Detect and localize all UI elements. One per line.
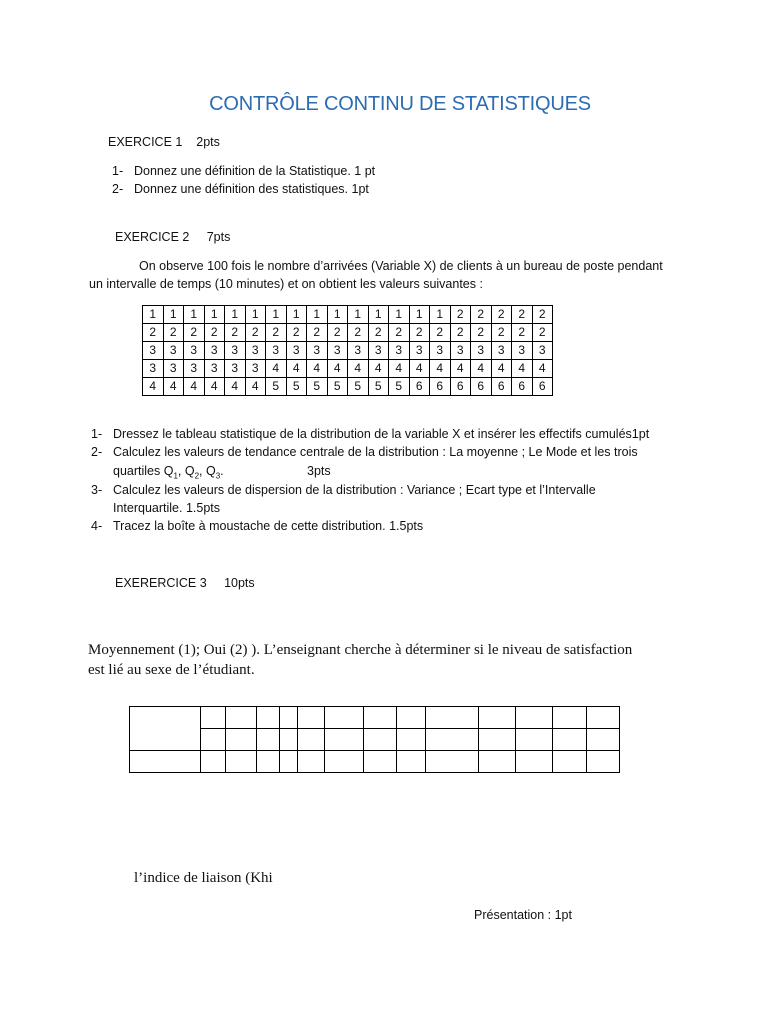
table-cell: 6 xyxy=(430,378,451,396)
exercise-2-question-2 xyxy=(91,444,638,460)
table-cell xyxy=(298,729,325,751)
table-cell xyxy=(479,729,516,751)
exercise-3-paragraph-line-2: est lié au sexe de l’étudiant. xyxy=(88,662,255,678)
table-cell: 4 xyxy=(307,360,328,378)
table-cell: 2 xyxy=(225,324,246,342)
list-number: 1- xyxy=(91,427,103,441)
table-cell: 2 xyxy=(348,324,369,342)
presentation-points: Présentation : 1pt xyxy=(474,908,572,922)
table-cell: 1 xyxy=(163,306,184,324)
table-cell: 3 xyxy=(225,342,246,360)
table-cell: 3 xyxy=(245,360,266,378)
table-cell: 2 xyxy=(450,306,471,324)
table-cell xyxy=(397,751,426,773)
exercise-1-title: EXERCICE 1 xyxy=(108,135,183,149)
table-cell xyxy=(426,751,479,773)
question-text: Tracez la boîte à moustache de cette distribution. 1.5pts xyxy=(113,519,424,533)
table-cell xyxy=(516,729,553,751)
exercise-2-title: EXERCICE 2 xyxy=(115,230,190,244)
table-cell: 5 xyxy=(389,378,410,396)
table-cell xyxy=(257,751,280,773)
table-cell: 2 xyxy=(430,324,451,342)
table-cell xyxy=(587,707,620,729)
table-cell: 5 xyxy=(348,378,369,396)
exercise-2-question-4 xyxy=(91,518,423,534)
table-cell: 3 xyxy=(368,342,389,360)
table-cell: 5 xyxy=(307,378,328,396)
table-cell: 3 xyxy=(204,342,225,360)
table-cell: 2 xyxy=(512,324,533,342)
table-cell: 3 xyxy=(163,360,184,378)
question-text: Dressez le tableau statistique de la distribution de la variable X et insérer les effectifs cumulés1pt xyxy=(113,427,650,441)
table-cell: 6 xyxy=(532,378,553,396)
question-text: quartiles Q xyxy=(113,464,174,478)
table-cell xyxy=(364,707,397,729)
table-cell: 6 xyxy=(450,378,471,396)
table-cell xyxy=(479,751,516,773)
table-cell: 1 xyxy=(184,306,205,324)
exercise-3-points: 10pts xyxy=(224,576,255,590)
table-cell: 3 xyxy=(450,342,471,360)
exercise-2-intro-line-1: On observe 100 fois le nombre d’arrivées (Variable X) de clients à un bureau de poste pendant xyxy=(139,259,663,273)
table-cell: 1 xyxy=(286,306,307,324)
table-cell xyxy=(201,707,226,729)
table-cell: 6 xyxy=(471,378,492,396)
table-cell xyxy=(426,707,479,729)
exercise-2-intro-line-2: un intervalle de temps (10 minutes) et on obtient les valeurs suivantes : xyxy=(89,277,483,291)
table-row xyxy=(143,324,553,342)
table-cell xyxy=(325,707,364,729)
table-cell: 3 xyxy=(389,342,410,360)
table-cell: 4 xyxy=(389,360,410,378)
list-number: 2- xyxy=(91,445,103,459)
observations-table xyxy=(142,305,553,396)
table-cell: 3 xyxy=(532,342,553,360)
table-cell: 2 xyxy=(286,324,307,342)
table-cell: 4 xyxy=(225,378,246,396)
table-cell: 2 xyxy=(204,324,225,342)
table-cell: 2 xyxy=(368,324,389,342)
table-cell: 2 xyxy=(450,324,471,342)
table-cell: 4 xyxy=(512,360,533,378)
table-cell: 4 xyxy=(184,378,205,396)
exercise-1-points: 2pts xyxy=(196,135,220,149)
table-cell: 4 xyxy=(327,360,348,378)
table-cell: 4 xyxy=(532,360,553,378)
exercise-3-title: EXERERCICE 3 xyxy=(115,576,207,590)
table-cell xyxy=(226,751,257,773)
question-text: Donnez une définition des statistiques. 1pt xyxy=(134,182,369,196)
table-cell: 3 xyxy=(348,342,369,360)
table-cell: 3 xyxy=(471,342,492,360)
table-cell: 5 xyxy=(327,378,348,396)
table-cell xyxy=(298,707,325,729)
table-cell xyxy=(226,707,257,729)
table-cell xyxy=(226,729,257,751)
table-cell xyxy=(130,751,201,773)
list-number: 4- xyxy=(91,519,103,533)
exercise-1-question-2 xyxy=(112,181,369,197)
exercise-3-heading xyxy=(115,575,255,591)
table-cell xyxy=(516,707,553,729)
table-cell: 4 xyxy=(286,360,307,378)
table-cell: 1 xyxy=(409,306,430,324)
table-cell xyxy=(553,707,587,729)
table-cell: 3 xyxy=(225,360,246,378)
table-cell: 4 xyxy=(471,360,492,378)
table-cell: 4 xyxy=(245,378,266,396)
table-cell: 1 xyxy=(307,306,328,324)
table-cell xyxy=(257,729,280,751)
table-cell: 6 xyxy=(409,378,430,396)
table-cell: 2 xyxy=(389,324,410,342)
question-text: Calculez les valeurs de tendance centrale de la distribution : La moyenne ; Le Mode et les trois xyxy=(113,445,638,459)
table-cell: 2 xyxy=(245,324,266,342)
table-cell: 1 xyxy=(368,306,389,324)
table-cell xyxy=(201,729,226,751)
table-cell: 4 xyxy=(143,378,164,396)
table-cell: 5 xyxy=(368,378,389,396)
contingency-table xyxy=(129,706,620,773)
table-cell xyxy=(587,751,620,773)
exercise-2-points: 7pts xyxy=(206,230,231,244)
exercise-2-question-1 xyxy=(91,426,649,442)
table-cell: 2 xyxy=(184,324,205,342)
subscript: 1 xyxy=(173,471,178,481)
table-cell: 3 xyxy=(266,342,287,360)
subscript: 3 xyxy=(215,471,221,481)
table-row xyxy=(143,360,553,378)
table-cell: 3 xyxy=(143,360,164,378)
table-cell xyxy=(364,729,397,751)
table-cell: 2 xyxy=(532,324,553,342)
table-cell xyxy=(397,729,426,751)
table-cell: 1 xyxy=(430,306,451,324)
table-cell: 2 xyxy=(327,324,348,342)
table-cell: 4 xyxy=(204,378,225,396)
table-cell xyxy=(257,707,280,729)
table-cell xyxy=(280,729,298,751)
table-cell: 4 xyxy=(163,378,184,396)
table-cell: 1 xyxy=(389,306,410,324)
table-cell: 3 xyxy=(286,342,307,360)
table-cell xyxy=(364,751,397,773)
exercise-2-heading xyxy=(115,229,230,245)
table-cell xyxy=(280,707,298,729)
table-cell: 4 xyxy=(266,360,287,378)
table-cell: 2 xyxy=(512,306,533,324)
table-cell: 1 xyxy=(204,306,225,324)
table-cell: 4 xyxy=(491,360,512,378)
exercise-2-question-2-points: 3pts xyxy=(307,464,331,478)
exercise-1-heading xyxy=(108,134,220,150)
exercise-2-question-3-line-2: Interquartile. 1.5pts xyxy=(113,501,221,515)
list-number: 2- xyxy=(112,182,124,196)
table-cell xyxy=(587,729,620,751)
table-row xyxy=(143,378,553,396)
table-cell xyxy=(325,729,364,751)
question-text: Donnez une définition de la Statistique. 1 pt xyxy=(134,164,376,178)
page-title: CONTRÔLE CONTINU DE STATISTIQUES xyxy=(209,93,591,115)
table-cell: 3 xyxy=(163,342,184,360)
table-cell: 1 xyxy=(327,306,348,324)
table-cell: 2 xyxy=(532,306,553,324)
table-cell: 4 xyxy=(348,360,369,378)
table-cell: 3 xyxy=(184,342,205,360)
exercise-2-question-3 xyxy=(91,482,596,498)
table-cell: 5 xyxy=(286,378,307,396)
table-cell xyxy=(130,707,201,751)
table-cell: 4 xyxy=(368,360,389,378)
table-cell: 3 xyxy=(143,342,164,360)
table-cell: 4 xyxy=(409,360,430,378)
table-cell: 1 xyxy=(143,306,164,324)
table-cell xyxy=(298,751,325,773)
table-cell: 3 xyxy=(327,342,348,360)
table-cell xyxy=(479,707,516,729)
table-cell xyxy=(553,729,587,751)
table-cell: 2 xyxy=(491,306,512,324)
table-cell: 2 xyxy=(307,324,328,342)
table-cell xyxy=(426,729,479,751)
table-cell: 3 xyxy=(430,342,451,360)
khi-text: l’indice de liaison (Khi xyxy=(134,870,273,886)
question-text: Calculez les valeurs de dispersion de la distribution : Variance ; Ecart type et l’Intervalle xyxy=(113,483,596,497)
table-cell: 2 xyxy=(266,324,287,342)
table-cell: 5 xyxy=(266,378,287,396)
table-cell: 1 xyxy=(348,306,369,324)
table-cell: 4 xyxy=(450,360,471,378)
table-cell: 2 xyxy=(471,324,492,342)
table-row xyxy=(143,306,553,324)
table-cell: 6 xyxy=(512,378,533,396)
table-cell: 3 xyxy=(245,342,266,360)
table-cell: 3 xyxy=(409,342,430,360)
question-text: , Q xyxy=(199,464,216,478)
list-number: 1- xyxy=(112,164,124,178)
table-cell: 2 xyxy=(491,324,512,342)
table-cell xyxy=(280,751,298,773)
table-cell: 3 xyxy=(204,360,225,378)
table-cell: 1 xyxy=(225,306,246,324)
table-cell: 3 xyxy=(491,342,512,360)
table-cell: 3 xyxy=(307,342,328,360)
table-cell: 3 xyxy=(512,342,533,360)
table-cell: 3 xyxy=(184,360,205,378)
table-row xyxy=(143,342,553,360)
table-cell: 2 xyxy=(163,324,184,342)
table-cell: 2 xyxy=(143,324,164,342)
exercise-3-paragraph-line-1: Moyennement (1); Oui (2) ). L’enseignant cherche à déterminer si le niveau de satisfaction xyxy=(88,642,633,658)
table-cell xyxy=(516,751,553,773)
exercise-1-question-1 xyxy=(112,163,375,179)
list-number: 3- xyxy=(91,483,103,497)
table-cell: 6 xyxy=(491,378,512,396)
question-text: . xyxy=(220,464,224,478)
table-cell: 2 xyxy=(471,306,492,324)
table-cell xyxy=(397,707,426,729)
question-text: , Q xyxy=(177,464,195,478)
table-cell: 4 xyxy=(430,360,451,378)
subscript: 2 xyxy=(194,471,200,481)
table-cell: 2 xyxy=(409,324,430,342)
table-cell: 1 xyxy=(266,306,287,324)
table-cell xyxy=(201,751,226,773)
table-cell: 1 xyxy=(245,306,266,324)
table-cell xyxy=(325,751,364,773)
table-cell xyxy=(553,751,587,773)
